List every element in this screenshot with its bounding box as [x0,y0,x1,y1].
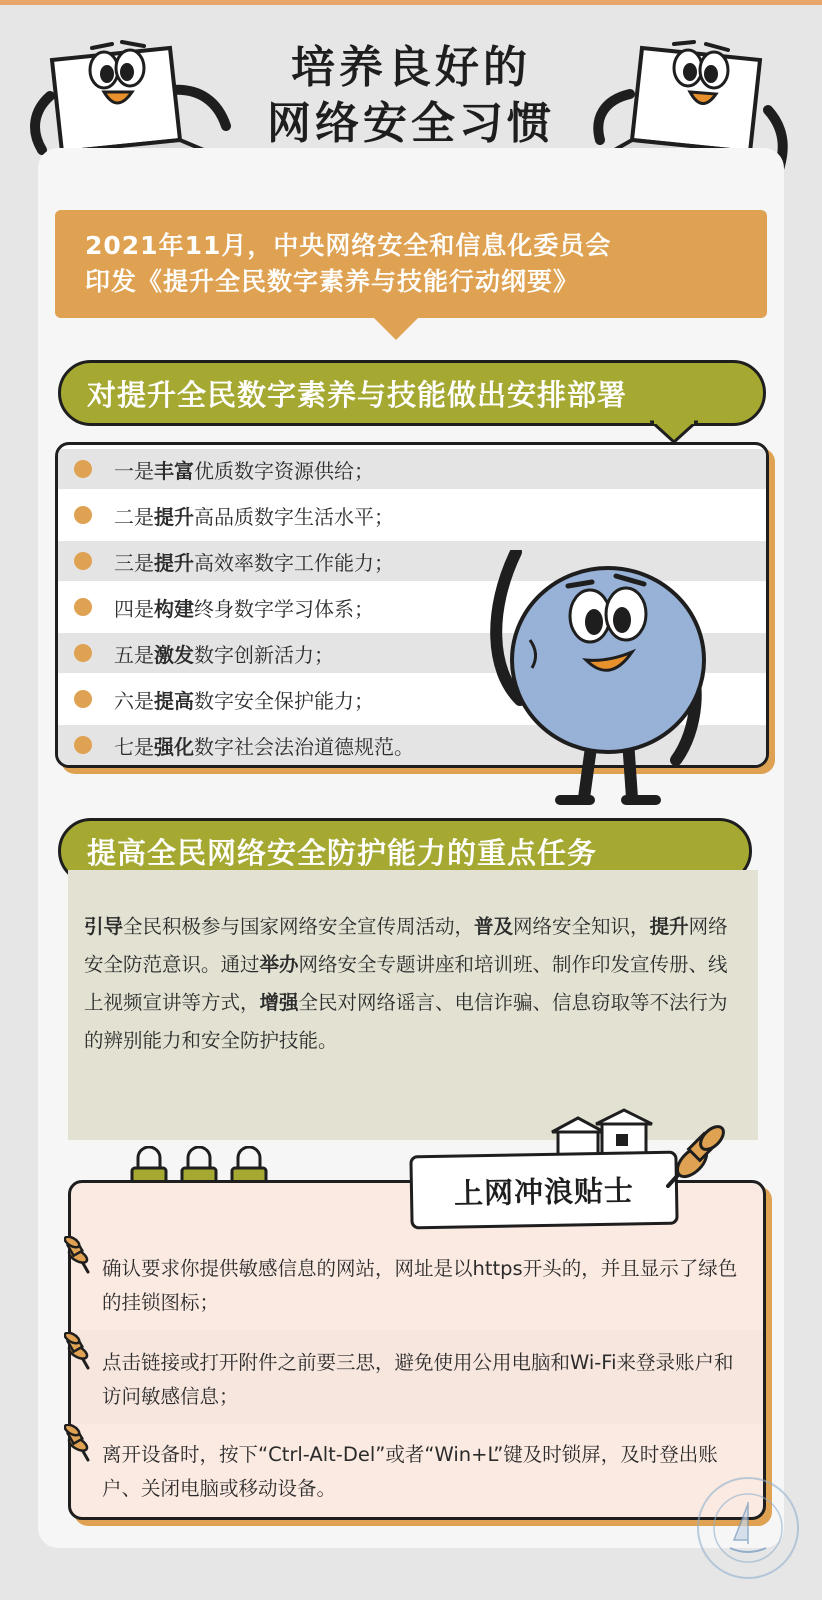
key-tasks-text [84,908,742,1060]
bullet-dot [74,460,92,478]
pushpin-icon [64,1332,100,1372]
tips-heading: 上网冲浪贴士 [453,1172,635,1211]
item-text: 高品质数字生活水平； [194,504,394,529]
task-keyword: 增强 [259,991,299,1014]
item-prefix: 五是 [114,642,154,667]
tip-item: 确认要求你提供敏感信息的网站，网址是以https开头的，并且显示了绿色的挂锁图标； [102,1257,738,1314]
section2-heading-text: 提高全民网络安全防护能力的重点任务 [87,835,598,870]
item-keyword: 激发 [154,642,194,667]
list-item [58,449,766,489]
task-keyword: 引导 [84,915,124,938]
bullet-dot [74,506,92,524]
section1-heading [58,360,766,426]
pushpin-large-icon [660,1122,730,1194]
bullet-dot [74,736,92,754]
item-prefix: 四是 [114,596,154,621]
banner-line-1: 2021年11月，中央网络安全和信息化委员会 [85,231,612,260]
item-prefix: 三是 [114,550,154,575]
top-accent-strip [0,0,822,5]
section1-heading-text: 对提升全民数字素养与技能做出安排部署 [87,377,628,412]
tip-item: 点击链接或打开附件之前要三思，避免使用公用电脑和Wi-Fi来登录账户和访问敏感信息； [102,1351,734,1408]
page-title [230,40,592,152]
item-prefix: 一是 [114,458,154,483]
task-text: 网络安全专题讲座和培训班、制作印发宣传册、线上视频宣讲等方式， [84,953,728,1014]
university-seal-watermark [694,1474,802,1582]
pushpin-icon [64,1424,100,1464]
key-tasks-box [68,870,758,1140]
item-text: 数字安全保护能力； [194,688,374,713]
item-keyword: 提升 [154,550,194,575]
task-text: 全民积极参与国家网络安全宣传周活动， [123,915,475,938]
item-prefix: 二是 [114,504,154,529]
item-text: 数字创新活力； [194,642,334,667]
blue-ball-mascot-icon [480,550,720,810]
item-keyword: 丰富 [154,458,194,483]
task-keyword: 举办 [259,953,299,976]
task-keyword: 提升 [649,915,689,938]
item-text: 高效率数字工作能力； [194,550,394,575]
title-line-2: 网络安全习惯 [267,98,555,149]
task-text: 网络安全防范意识。通过 [84,915,728,976]
item-keyword: 强化 [154,734,194,759]
item-text: 终身数字学习体系； [194,596,374,621]
item-keyword: 提高 [154,688,194,713]
task-text: 全民对网络谣言、电信诈骗、信息窃取等不法行为的辨别能力和安全防护技能。 [84,991,728,1052]
banner-pointer [374,318,418,340]
title-line-1: 培养良好的 [291,42,531,93]
pushpin-icon [64,1236,100,1276]
bullet-dot [74,598,92,616]
task-keyword: 普及 [474,915,514,938]
tips-heading-box [409,1151,678,1230]
item-text: 数字社会法治道德规范。 [194,734,414,759]
list-item [58,495,766,535]
bullet-dot [74,690,92,708]
item-text: 优质数字资源供给； [194,458,374,483]
section1-pointer [650,420,698,444]
item-prefix: 七是 [114,734,154,759]
task-text: 网络安全知识， [513,915,650,938]
bullet-dot [74,644,92,662]
banner-line-2: 印发《提升全民数字素养与技能行动纲要》 [85,267,580,296]
item-prefix: 六是 [114,688,154,713]
bullet-dot [74,552,92,570]
item-keyword: 提升 [154,504,194,529]
tip-item: 离开设备时，按下“Ctrl-Alt-Del”或者“Win+L”键及时锁屏，及时登出账户、关闭电脑或移动设备。 [102,1443,718,1500]
policy-banner [55,210,767,318]
item-keyword: 构建 [154,596,194,621]
